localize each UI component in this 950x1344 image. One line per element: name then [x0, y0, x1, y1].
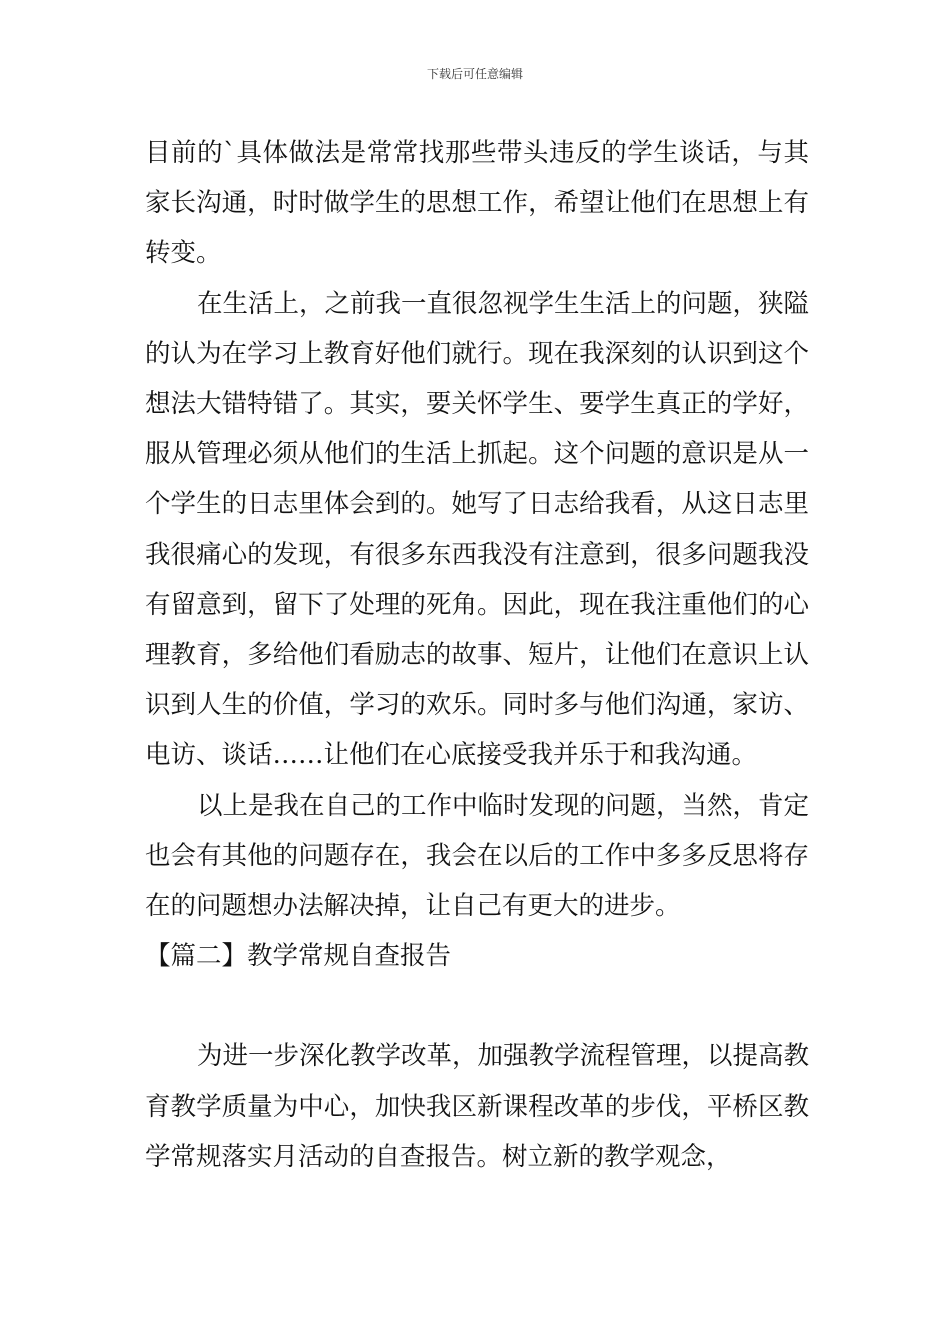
paragraph-4: 为进一步深化教学改革，加强教学流程管理，以提高教育教学质量为中心，加快我区新课程改革的步伐，平桥区教学常规落实月活动的自查报告。树立新的教学观念，: [145, 1041, 810, 1172]
paragraph-2: 在生活上，之前我一直很忽视学生生活上的问题，狭隘的认为在学习上教育好他们就行。现在我深刻的认识到这个想法大错特错了。其实，要关怀学生、要学生真正的学好，服从管理必须从他们的生活上抓起。这个问题的意识是从一个学生的日志里体会到的。她写了日志给我看，从这日志里我很痛心的发现，有很多东西我没有注意到，很多问题我没有留意到，留下了处理的死角。因此，现在我注重他们的心理教育，多给他们看励志的故事、短片，让他们在意识上认识到人生的价值，学习的欢乐。同时多与他们沟通，家访、电访、谈话……让他们在心底接受我并乐于和我沟通。: [145, 288, 810, 771]
document-body: [145, 128, 809, 1182]
paragraph-3: 以上是我在自己的工作中临时发现的问题，当然，肯定也会有其他的问题存在，我会在以后的工作中多多反思将存在的问题想办法解决掉，让自己有更大的进步。: [145, 790, 810, 922]
blank-line: [145, 981, 809, 1031]
page-header: 下载后可任意编辑: [426, 67, 523, 81]
paragraph-1: 目前的`具体做法是常常找那些带头违反的学生谈话，与其家长沟通，时时做学生的思想工作，希望让他们在思想上有转变。: [145, 138, 809, 269]
section-heading: 【篇二】教学常规自查报告: [145, 941, 452, 972]
